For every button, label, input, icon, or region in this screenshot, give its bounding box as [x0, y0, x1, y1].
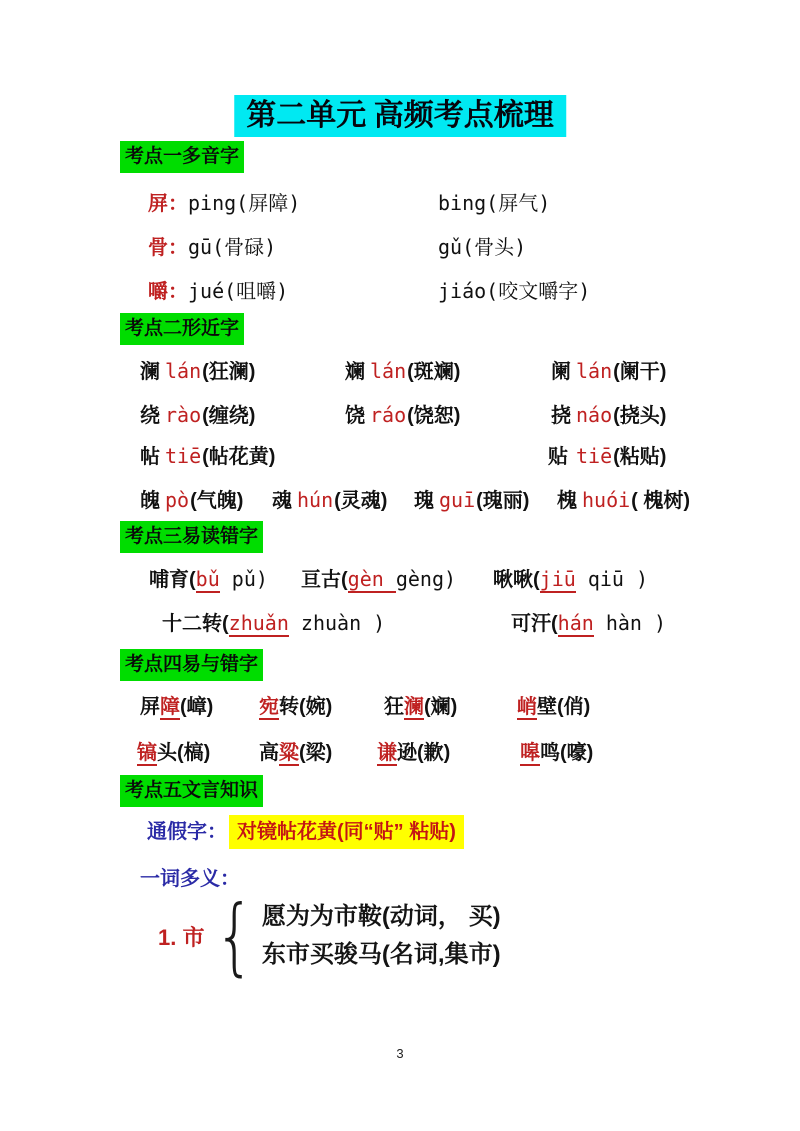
writing-entry: 宛转(婉) [259, 696, 333, 718]
section-header-2: 考点二形近字 [120, 313, 244, 345]
s1-reading-b: gǔ(骨头) [438, 235, 527, 259]
brace-line-1: 愿为为市鞍(动词， 买) [261, 903, 501, 930]
writing-entry: 嗥鸣(嚎) [520, 742, 594, 764]
duoyi-item-shi [158, 887, 501, 985]
s2-row-2 [140, 402, 666, 429]
tongjiazi-content: 对镜帖花黄(同“贴” 粘贴) [229, 815, 464, 849]
tongjiazi-line [147, 815, 464, 849]
writing-entry: 谦逊(歉) [377, 742, 451, 764]
word-entry: 斓 lán(斑斓) [345, 359, 461, 383]
word-entry: 贴 tiē(粘贴) [548, 444, 667, 468]
tongjiazi-label: 通假字： [147, 821, 227, 843]
word-entry: 魄 pò(气魄) [140, 488, 244, 512]
brace-line-2: 东市买骏马(名词,集市) [261, 941, 501, 968]
s1-char-label: 屏： [148, 193, 188, 215]
s1-char-label: 骨： [148, 237, 188, 259]
reading-entry: 哺育(bǔ pǔ) [149, 567, 268, 591]
s1-reading-b: jiáo(咬文嚼字) [438, 279, 591, 303]
word-entry: 帖 tiē(帖花黄) [140, 444, 276, 468]
s1-row-ping [148, 190, 550, 217]
s1-reading-a: ping(屏障) [188, 191, 301, 215]
s2-row-1 [140, 358, 666, 385]
writing-entry: 屏障(嶂) [140, 696, 214, 718]
word-entry: 饶 ráo(饶恕) [345, 403, 461, 427]
brace-glyph: { [215, 887, 256, 985]
page-number: 3 [396, 1046, 404, 1061]
s1-reading-a: gū(骨碌) [188, 235, 277, 259]
s1-char-label: 嚼： [148, 281, 188, 303]
section-header-1: 考点一多音字 [120, 141, 244, 173]
s3-row-1 [149, 566, 648, 593]
writing-entry: 狂澜(斓) [384, 696, 458, 718]
duoyi-label: 一词多义： [140, 868, 240, 890]
word-entry: 魂 hún(灵魂) [272, 488, 388, 512]
s2-row-4 [140, 487, 690, 514]
section-header-4: 考点四易与错字 [120, 649, 263, 681]
reading-entry: 亘古(gèn gèng) [301, 567, 457, 591]
s2-row-3 [140, 443, 666, 470]
word-entry: 瑰 guī(瑰丽) [414, 488, 530, 512]
s1-row-jue [148, 278, 590, 305]
writing-entry: 峭壁(俏) [517, 696, 591, 718]
word-entry: 挠 náo(挠头) [551, 403, 667, 427]
writing-entry: 高粱(梁) [259, 742, 333, 764]
item-number-char: 1. 市 [158, 924, 205, 950]
s1-reading-a: jué(咀嚼) [188, 279, 289, 303]
reading-entry: 可汗(hán hàn ) [511, 611, 667, 635]
s1-row-gu [148, 234, 526, 261]
section-header-3: 考点三易读错字 [120, 521, 263, 553]
s4-row-1 [140, 694, 590, 720]
word-entry: 澜 lán(狂澜) [140, 359, 256, 383]
reading-entry: 啾啾(jiū qiū ) [493, 567, 649, 591]
page-title: 第二单元 高频考点梳理 [234, 95, 566, 137]
writing-entry: 镐头(槁) [137, 742, 211, 764]
s3-row-2 [162, 610, 666, 637]
s4-row-2 [137, 740, 593, 766]
s1-reading-b: bing(屏气) [438, 191, 551, 215]
brace-lines [262, 898, 501, 974]
reading-entry: 十二转(zhuǎn zhuàn ) [162, 611, 386, 635]
word-entry: 绕 rào(缠绕) [140, 403, 256, 427]
word-entry: 槐 huói( 槐树) [557, 488, 691, 512]
word-entry: 阑 lán(阑干) [551, 359, 667, 383]
section-header-5: 考点五文言知识 [120, 775, 263, 807]
